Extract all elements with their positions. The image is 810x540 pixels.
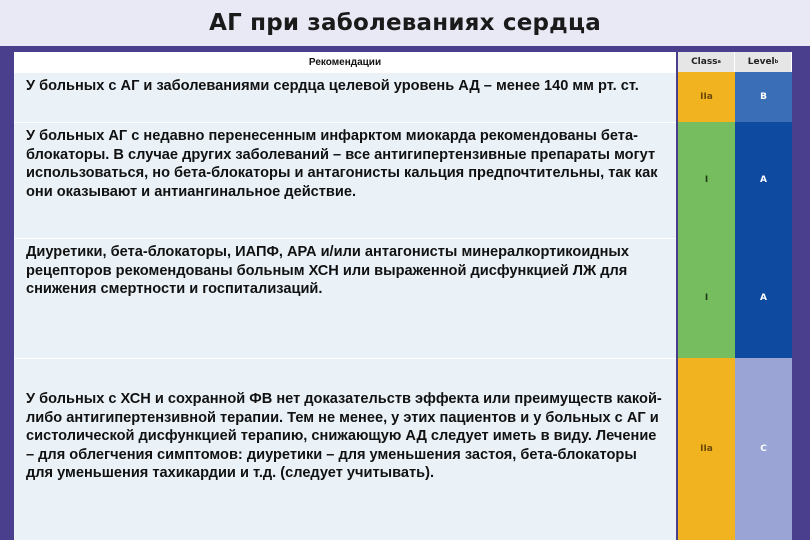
table-row: У больных с АГ и заболеваниями сердца целевой уровень АД – менее 140 мм рт. ст. (14, 72, 676, 122)
level-header-label: Level (747, 57, 775, 67)
level-cell: B (735, 72, 792, 122)
level-cell: C (735, 358, 792, 540)
title-bar (0, 0, 810, 46)
class-header-sup: a (717, 59, 721, 65)
class-cell: IIa (678, 72, 735, 122)
recommendations-table (14, 52, 676, 540)
class-header-label: Class (691, 57, 718, 67)
class-cell: I (678, 238, 735, 358)
table-header: Рекомендации (14, 52, 676, 72)
class-cell: I (678, 122, 735, 238)
evidence-grades (678, 52, 792, 540)
table-row: У больных с ХСН и сохранной ФВ нет доказательств эффекта или преимуществ какой-либо антигипертензивной терапии. Тем не менее, у этих пациентов и у больных с АГ и систолической дисфункцией терапию, снижающую АД следует иметь в виду. Лечение – для облегчения симптомов: диуретики – для уменьшения застоя, бета-блокаторы для уменьшения тахикардии и т.д. (следует учитывать). (14, 358, 676, 540)
level-header-sup: b (774, 59, 779, 65)
class-header (678, 52, 735, 72)
level-cell: A (735, 122, 792, 238)
level-header (735, 52, 792, 72)
level-cell: A (735, 238, 792, 358)
class-cell: IIa (678, 358, 735, 540)
table-row: У больных АГ с недавно перенесенным инфарктом миокарда рекомендованы бета-блокаторы. В случае других заболеваний – все антигипертензивные препараты могут использоваться, но бета-блокаторы и антагонисты кальция предпочтительны, так как они оказывают и антиангинальное действие. (14, 122, 676, 238)
table-row: Диуретики, бета-блокаторы, ИАПФ, АРА и/или антагонисты минералкортикоидных рецепторов рекомендованы больным ХСН или выраженной дисфункцией ЛЖ для снижения смертности и госпитализаций. (14, 238, 676, 358)
slide-title: АГ при заболеваниях сердца (209, 10, 601, 36)
